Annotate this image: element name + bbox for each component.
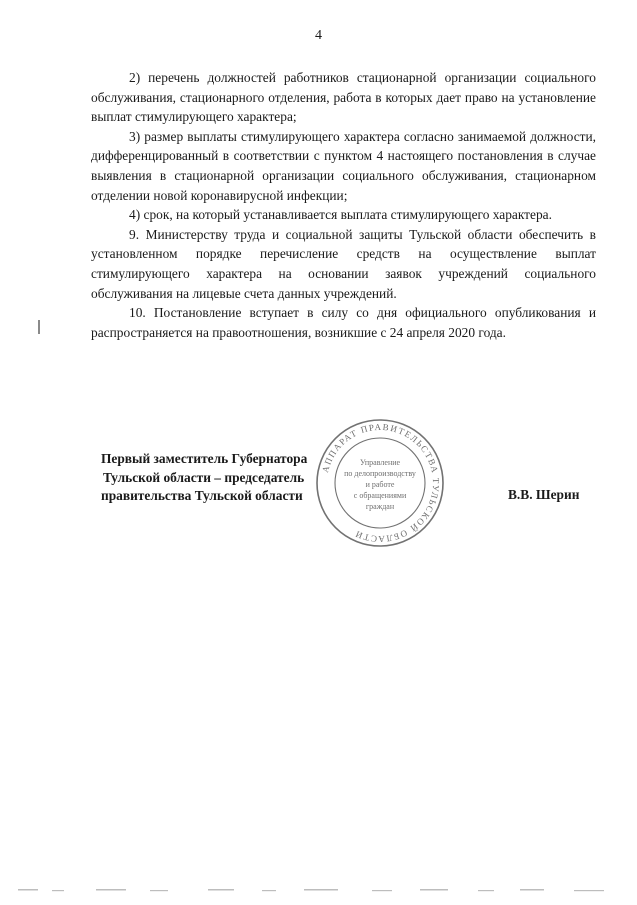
signatory-position [101,450,307,506]
stamp-outer-text: АППАРАТ ПРАВИТЕЛЬСТВА ТУЛЬСКОЙ ОБЛАСТИ [320,421,442,545]
paragraph-list-item-4: 4) срок, на который устанавливается выплата стимулирующего характера. [129,207,552,223]
margin-mark [38,320,40,334]
signatory-position-line-1: Первый заместитель Губернатора [101,451,308,466]
paragraph-list-item-3: 3) размер выплаты стимулирующего характера согласно занимаемой должности, дифференцированный в соответствии с пунктом 4 настоящего постановления в случае выявления в стационарной организации социального обслуживания, стационарном отделении новой коронавирусной инфекции; [91,128,596,203]
stamp-inner-line-2: по делопроизводству [344,469,416,478]
stamp-inner-line-3: и работе [365,480,395,489]
stamp-inner-line-4: с обращениями [353,491,407,500]
signatory-name: В.В. Шерин [508,487,580,502]
stamp-inner-line-1: Управление [359,458,401,467]
stamp-inner-text [344,458,416,511]
signatory-position-line-2: Тульской области – председатель [103,469,305,485]
document-body [91,68,596,342]
paragraph-clause-9: 9. Министерству труда и социальной защиты Тульской области обеспечить в установленном порядке перечисление средств на осуществление выплат стимулирующего характера на основании заявок учреждений социального обслуживания на лицевые счета данных учреждений. [91,226,596,301]
page-number: 4 [315,28,322,43]
scan-noise-strip [0,887,637,893]
paragraph-clause-10: 10. Постановление вступает в силу со дня официального опубликования и распространяется на правоотношения, возникшие с 24 апреля 2020 года. [91,305,596,340]
official-stamp [315,418,445,548]
paragraph-list-item-2: 2) перечень должностей работников стационарной организации социального обслуживания, стационарного отделения, работа в которых дает право на установление выплат стимулирующего характера; [91,70,596,125]
signatory-position-line-3: правительства Тульской области [101,488,303,503]
stamp-inner-line-5: граждан [365,502,395,511]
